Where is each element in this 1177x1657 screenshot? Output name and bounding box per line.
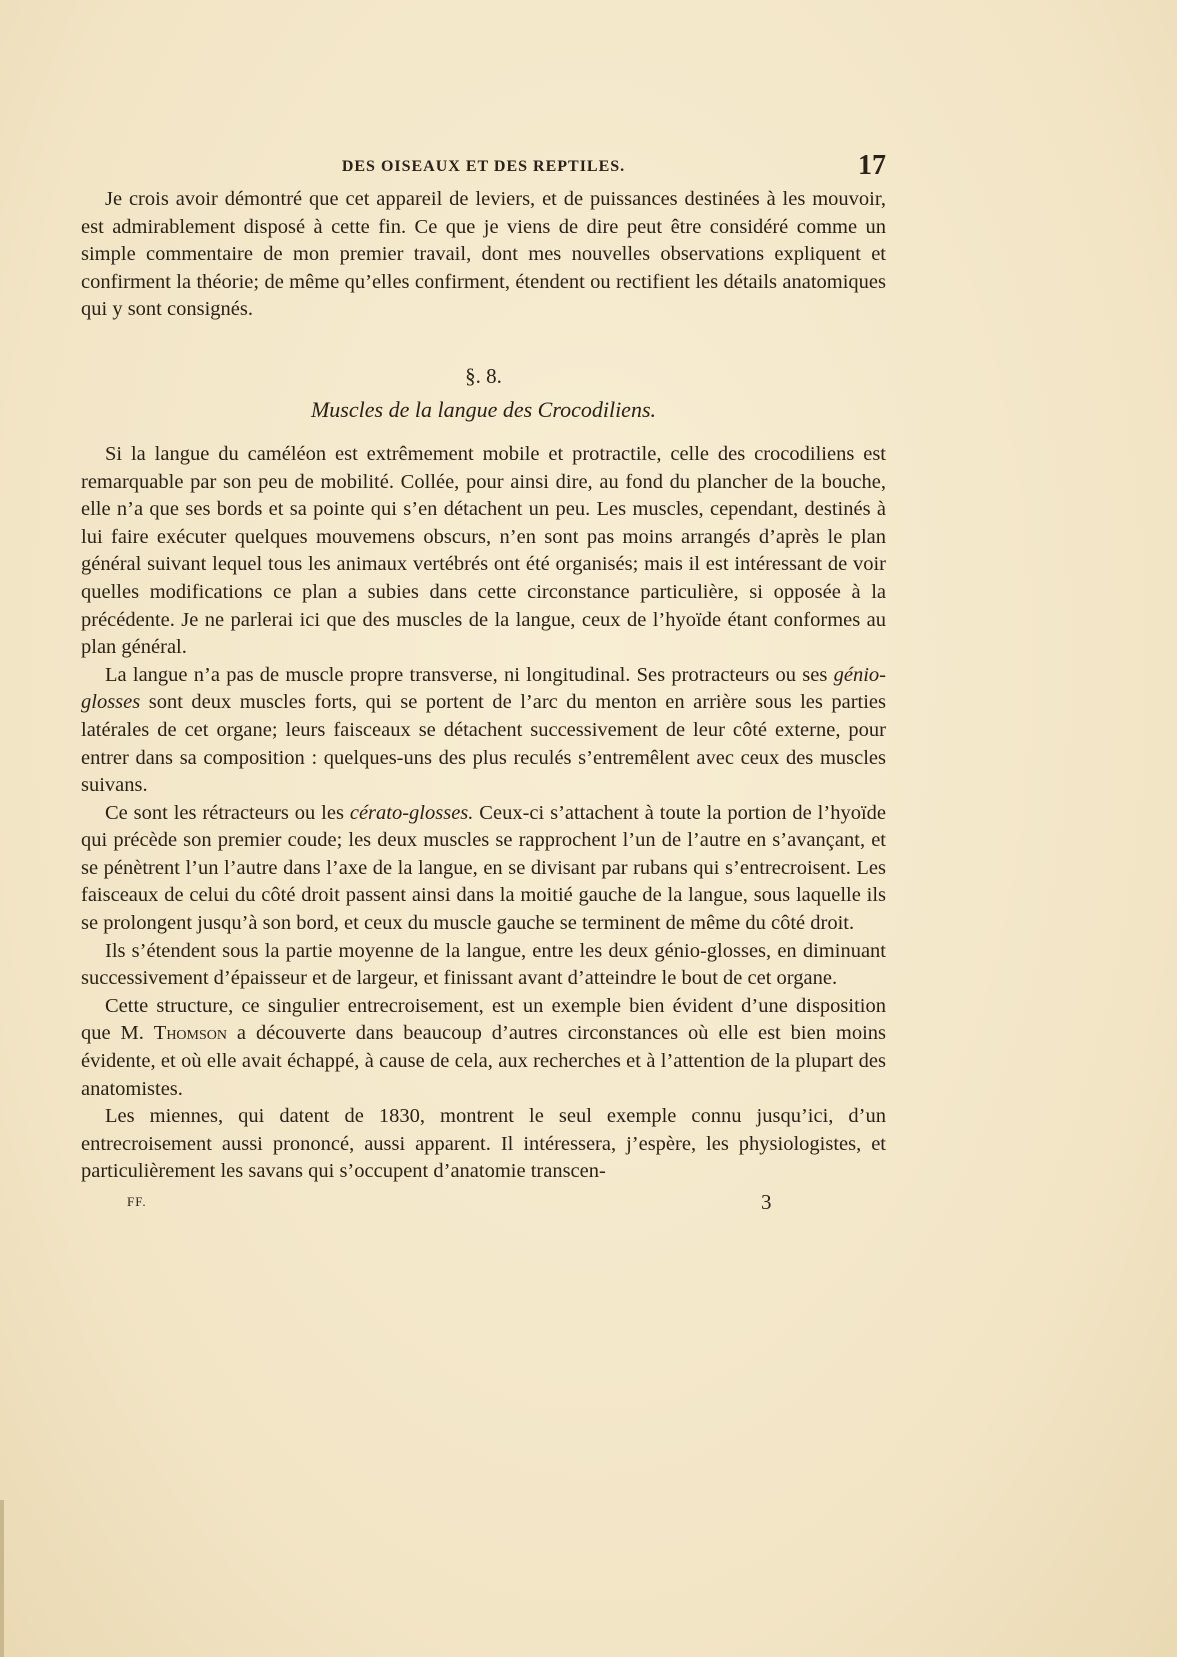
paragraph-5-text-a: Cette structure, ce singulier entrecroisement, est un exemple bien évident d’une disposition que M. xyxy=(81,994,886,1045)
running-head xyxy=(81,150,886,181)
paragraph-5 xyxy=(81,993,886,1103)
paragraph-3-text-a: Ce sont les rétracteurs ou les xyxy=(105,801,350,824)
author-name-thomson: Thomson xyxy=(153,1022,227,1045)
page-footer xyxy=(81,1190,886,1220)
paragraph-5-text-b: a découverte dans beaucoup d’autres circonstances où elle est bien moins évidente, et où elle avait échappé, à cause de cela, aux recherches et à l’attention de la plupart des anatomistes. xyxy=(81,1022,886,1100)
paragraph-6: Les miennes, qui datent de 1830, montrent le seul exemple connu jusqu’ici, d’un entrecroisement aussi prononcé, aussi apparent. Il intéressera, j’espère, les physiologistes, et particulièrement les savans qui s’occupent d’anatomie transcen- xyxy=(81,1105,886,1183)
paragraph-4: Ils s’étendent sous la partie moyenne de la langue, entre les deux génio-glosses, en diminuant successivement d’épaisseur et de largeur, et finissant avant d’atteindre le bout de cet organe. xyxy=(81,939,886,990)
section-title: Muscles de la langue des Crocodiliens. xyxy=(310,396,657,422)
page-body xyxy=(81,150,886,1220)
paragraph-3-text-b: Ceux-ci s’attachent à toute la portion de l’hyoïde qui précède son premier coude; les deux muscles se rapprochent l’un de l’autre en s’avançant, et se pénètrent l’un l’autre dans l’axe de la langue, en se divisant par rubans qui s’entrecroisent. Les faisceaux de celui du côté droit passent ainsi dans la moitié gauche de la langue, sous laquelle ils se prolongent jusqu’à son bord, et ceux du muscle gauche se terminent de même du côté droit. xyxy=(81,801,886,935)
section-number: §. 8. xyxy=(465,363,502,388)
paragraph-2-text-b: sont deux muscles forts, qui se portent de l’arc du menton en arrière sous les parties latérales de cet organe; leurs faisceaux se détachent successivement de leur côté externe, pour entrer dans sa composition : quelques-uns des plus reculés s’entremêlent avec ceux des muscles suivans. xyxy=(81,691,886,797)
paragraph-2 xyxy=(81,662,886,800)
signature-mark: FF. xyxy=(127,1194,147,1209)
paragraph-3 xyxy=(81,800,886,938)
sheet-number: 3 xyxy=(761,1190,772,1214)
term-genio-glosses: génio-glosses xyxy=(81,663,886,714)
paragraph-2-text-a: La langue n’a pas de muscle propre transverse, ni longitudinal. Ses protracteurs ou ses xyxy=(105,663,834,686)
paragraph-1: Si la langue du caméléon est extrêmement mobile et protractile, celle des crocodiliens est remarquable par son peu de mobilité. Collée, pour ainsi dire, au fond du plancher de la bouche, elle n’a que ses bords et sa pointe qui s’en détachent un peu. Les muscles, cependant, destinés à lui faire exécuter quelques mouvemens obscurs, n’en sont pas moins arrangés d’après le plan général suivant lequel tous les animaux vertébrés ont été organisés; mais il est intéressant de voir quelles modifications ce plan a subies dans cette circonstance particulière, si opposée à la précédente. Je ne parlerai ici que des muscles de la langue, ceux de l’hyoïde étant conformes au plan général. xyxy=(81,442,886,659)
term-cerato-glosses: cérato-glosses. xyxy=(349,801,474,824)
page-edge-shadow xyxy=(0,1500,4,1657)
intro-paragraph: Je crois avoir démontré que cet appareil de leviers, et de puissances destinées à les mouvoir, est admirablement disposé à cette fin. Ce que je viens de dire peut être considéré comme un simple commentaire de mon premier travail, dont mes nouvelles observations expliquent et confirment la théorie; de même qu’elles confirment, étendent ou rectifient les détails anatomiques qui y sont consignés. xyxy=(81,188,886,321)
page-number: 17 xyxy=(858,150,886,181)
running-title: DES OISEAUX ET DES REPTILES. xyxy=(341,158,626,175)
